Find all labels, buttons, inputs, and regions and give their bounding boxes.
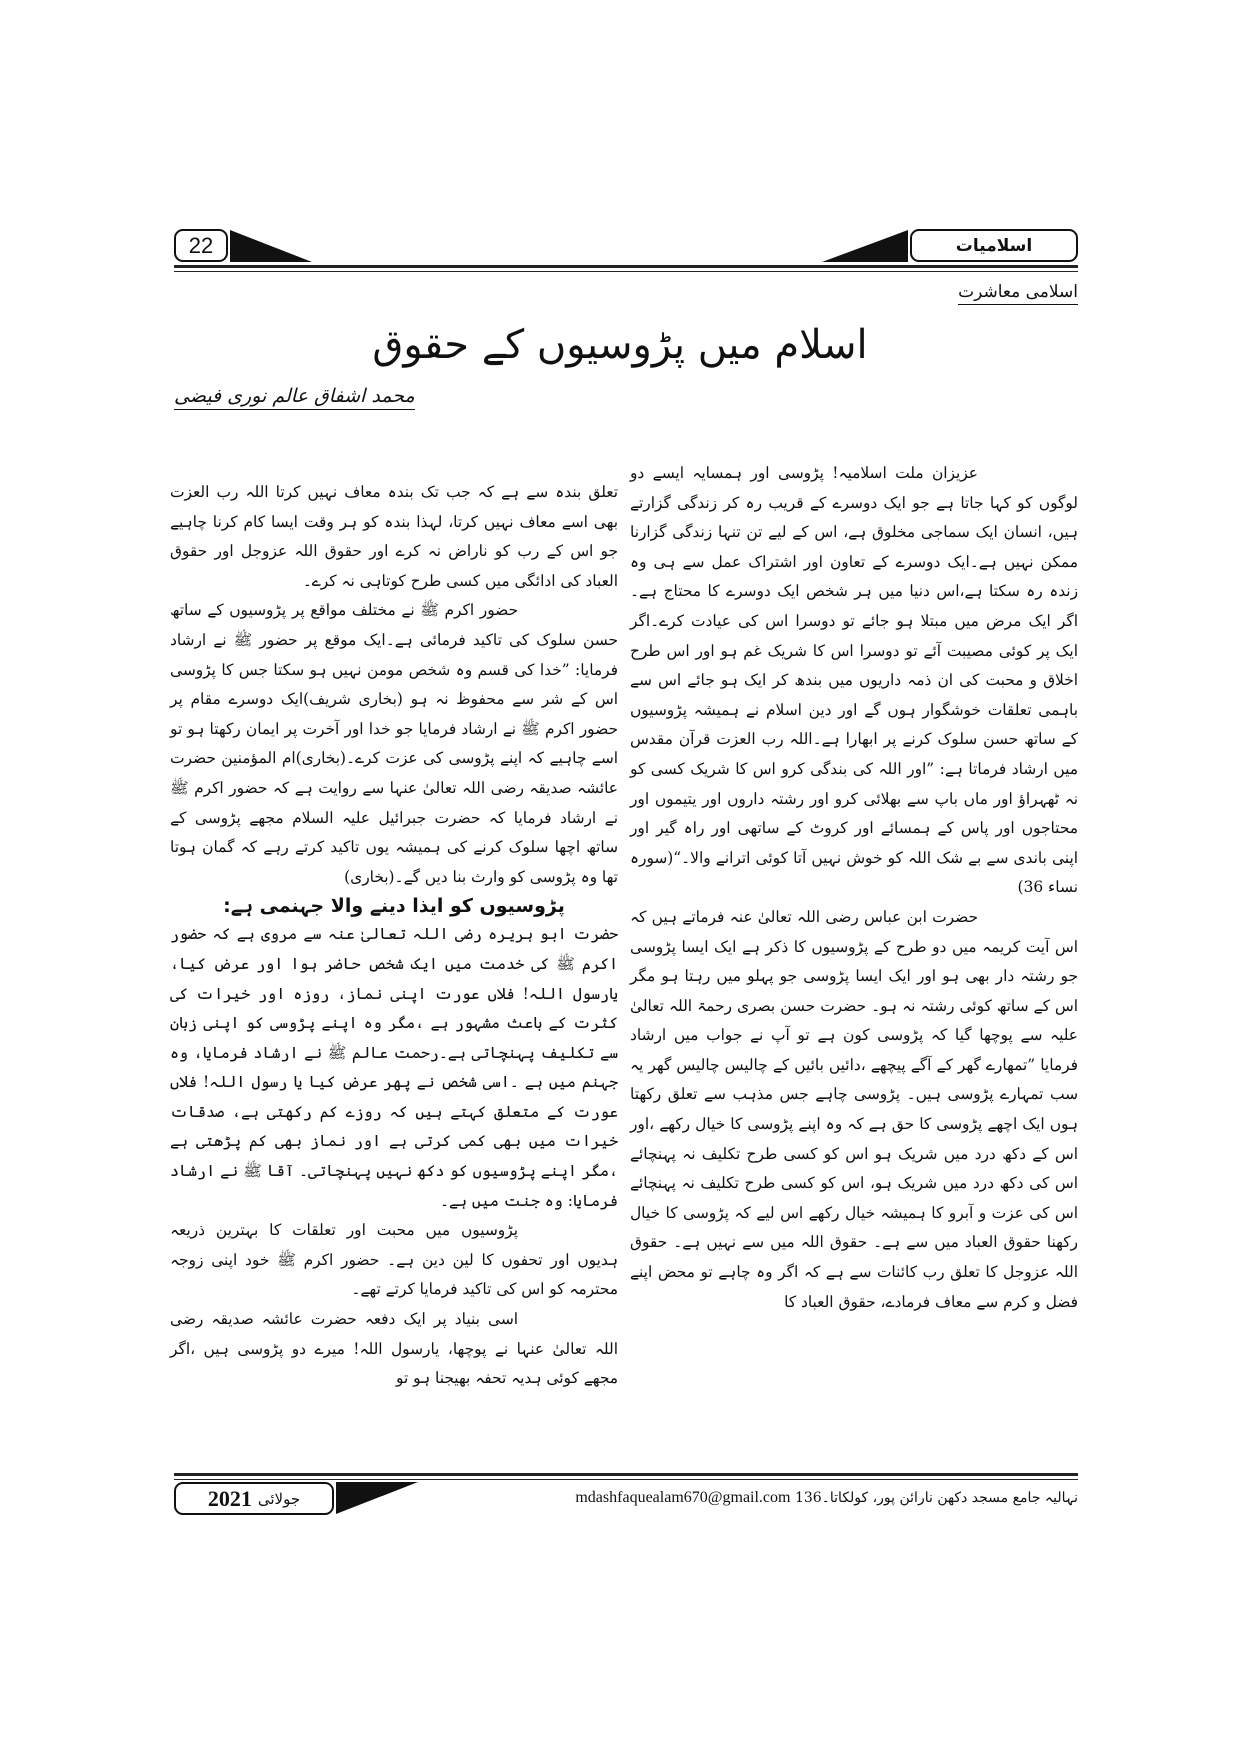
issue-year: 2021: [207, 1485, 252, 1511]
paragraph: حضرت ابن عباس رضی اللہ تعالیٰ عنہ فرماتے ہیں کہ اس آیت کریمہ میں دو طرح کے پڑوسیوں کا ذکر ہے ایک ایسا پڑوسی جو رشتہ دار بھی ہو اور ایک ایسا پڑوسی جو پہلو میں رہتا ہو مگر اس کے ساتھ کوئی رشتہ نہ ہو۔ حضرت حسن بصری رحمۃ اللہ تعالیٰ علیہ سے پوچھا گیا کہ پڑوسی کون ہے تو آپ نے جواب میں ارشاد فرمایا ”تمھارے گھر کے آگے پیچھے ،دائیں بائیں کے چالیس چالیس گھر یہ سب تمہارے پڑوسی ہیں۔ پڑوسی چاہے جس مذہب سے تعلق رکھتا ہوں ایک اچھے پڑوسی کا حق ہے کہ وہ اپنے پڑوسی کا خیال رکھے ،اور اس کے دکھ درد میں شریک ہو اس کو کسی طرح تکلیف نہ پہنچائے اس کی دکھ درد میں شریک ہو، اس کو کسی طرح تکلیف نہ پہنچائے اس کی عزت و آبرو کا ہمیشہ خیال رکھے اس لیے کہ پڑوسی کا خیال رکھنا حقوق العباد میں سے ہے۔ حقوق اللہ میں سے نہیں ہے۔ حقوق اللہ عزوجل کا تعلق رب کائنات سے ہے کہ اگر وہ چاہے تو محض اپنے فضل و کرم سے معاف فرمادے، حقوق العباد کا: [630, 907, 1078, 1311]
page-number-box: [174, 229, 228, 262]
author-email: mdashfaquealam670@gmail.com: [575, 1489, 791, 1506]
page-number: 22: [188, 232, 214, 258]
author-address: [575, 1489, 1078, 1507]
paragraph: تعلق بندہ سے ہے کہ جب تک بندہ معاف نہیں کرتا اللہ رب العزت بھی اسے معاف نہیں کرتا، لہذا بندہ کو ہر وقت ایسا کام کرنا چاہیے جو اس کے رب کو ناراض نہ کرے اور حقوق اللہ عزوجل اور حقوق العباد کی ادائگی میں کسی طرح کوتاہی نہ کرے۔: [170, 483, 618, 590]
footer-rule-thick: [174, 1473, 1078, 1476]
paragraph: حضور اکرم ﷺ نے مختلف مواقع پر پڑوسیوں کے ساتھ حسن سلوک کی تاکید فرمائی ہے۔ایک موقع پر حضور ﷺ نے ارشاد فرمایا: ”خدا کی قسم وہ شخص مومن نہیں ہو سکتا جس کا پڑوسی اس کے شر سے محفوظ نہ ہو (بخاری شریف)ایک دوسرے مقام پر حضور اکرم ﷺ نے ارشاد فرمایا جو خدا اور آخرت پر ایمان رکھتا ہو تو اسے چاہیے کہ اپنے پڑوسی کی عزت کرے۔(بخاری)ام المؤمنین حضرت عائشہ صدیقہ رضی اللہ تعالیٰ عنہا سے روایت ہے کہ حضور اکرم ﷺ نے ارشاد فرمایا کہ حضرت جبرائیل علیہ السلام مجھے پڑوسی کے ساتھ اچھا سلوک کرنے کی ہمیشہ یوں تاکید کرتے رہے کہ گمان ہوتا تھا وہ پڑوسی کو وارث بنا دیں گے۔(بخاری): [170, 601, 618, 886]
paragraph: حضرت ابو ہریرہ رضی اللہ تعالیٰ عنہ سے مروی ہے کہ حضور اکرم ﷺ کی خدمت میں ایک شخص حاضر ہوا اور عرض کیا، یارسول اللہ! فلاں عورت اپنی نماز، روزہ اور خیرات کی کثرت کے باعث مشہور ہے ،مگر وہ اپنے پڑوسی کو اپنی زبان سے تکلیف پہنچاتی ہے۔رحمت عالم ﷺ نے ارشاد فرمایا، وہ جہنم میں ہے ۔اسی شخص نے پھر عرض کیا یا رسول اللہ! فلاں عورت کے متعلق کہتے ہیں کہ روزے کم رکھتی ہے، صدقات خیرات میں بھی کمی کرتی ہے اور نماز بھی کم پڑھتی ہے ،مگر اپنے پڑوسیوں کو دکھ نہیں پہنچاتی۔ آقا ﷺ نے ارشاد فرمایا: وہ جنت میں ہے۔: [170, 925, 618, 1210]
address-text: نہالیہ جامع مسجد دکھن نارائن پور، کولکاتا۔136: [794, 1490, 1078, 1506]
section-subheading: پڑوسیوں کو ایذا دینے والا جہنمی ہے:: [223, 895, 565, 918]
section-label: اسلامیات: [955, 235, 1033, 256]
footer-rule-thin: [174, 1479, 1078, 1480]
column-right: [630, 459, 1078, 1317]
footer-triangle: [336, 1482, 418, 1514]
column-left: [170, 478, 618, 1394]
section-label-box: [910, 229, 1078, 262]
paragraph: اسی بنیاد پر ایک دفعہ حضرت عائشہ صدیقہ رضی اللہ تعالیٰ عنہا نے پوچھا، یارسول اللہ! میرے دو پڑوسی ہیں ،اگر مجھے کوئی ہدیہ تحفہ بھیجنا ہو تو: [170, 1310, 618, 1388]
paragraph: عزیزان ملت اسلامیہ! پڑوسی اور ہمسایہ ایسے دو لوگوں کو کہا جاتا ہے جو ایک دوسرے کے قریب رہ کر زندگی گزارتے ہیں، انسان ایک سماجی مخلوق ہے، اس کے لیے تن تنہا زندگی گزارنا ممکن نہیں ہے۔ایک دوسرے کے تعاون اور اشتراک عمل سے ہی وہ زندہ رہ سکتا ہے،اس دنیا میں ہر شخص ایک دوسرے کا محتاج ہے۔اگر ایک مرض میں مبتلا ہو جائے تو دوسرا اس کی عیادت کرے۔اگر ایک پر کوئی مصیبت آئے تو دوسرا اس کا شریک غم ہو اور اس طرح اخلاق و محبت کی ان ذمہ داریوں میں بندھ کر ایک ہو جائے اس سے باہمی تعلقات خوشگوار ہوں گے اور دین اسلام نے ہمیشہ پڑوسیوں کے ساتھ حسن سلوک کرنے پر ابھارا ہے۔اللہ رب العزت قرآن مقدس میں ارشاد فرماتا ہے: ”اور اللہ کی بندگی کرو اس کا شریک کسی کو نہ ٹھہراؤ اور ماں باپ سے بھلائی کرو اور رشتہ داروں اور یتیموں اور محتاجوں اور پاس کے ہمسائے اور کروٹ کے ساتھی اور راہ گیر اور اپنی باندی سے بے شک اللہ کو خوش نہیں آتا کوئی اترانے والا۔“(سورہ نساء 36): [630, 464, 1078, 897]
article-title: اسلام میں پڑوسیوں کے حقوق: [372, 322, 868, 368]
category-label: اسلامی معاشرت: [958, 282, 1078, 305]
header-left-triangle: [230, 230, 312, 262]
issue-month: جولائی: [257, 1489, 301, 1508]
issue-date-box: [174, 1482, 334, 1515]
paragraph: پڑوسیوں میں محبت اور تعلقات کا بہترین ذریعہ ہدیوں اور تحفوں کا لین دین ہے۔ حضور اکرم ﷺ خود اپنی زوجہ محترمہ کو اس کی تاکید فرمایا کرتے تھے۔: [170, 1221, 618, 1299]
header-rule-thick: [174, 265, 1078, 268]
header-right-triangle: [822, 230, 908, 262]
header-rule-thin: [174, 271, 1078, 272]
article-author: محمد اشفاق عالم نوری فیضی: [174, 385, 415, 410]
